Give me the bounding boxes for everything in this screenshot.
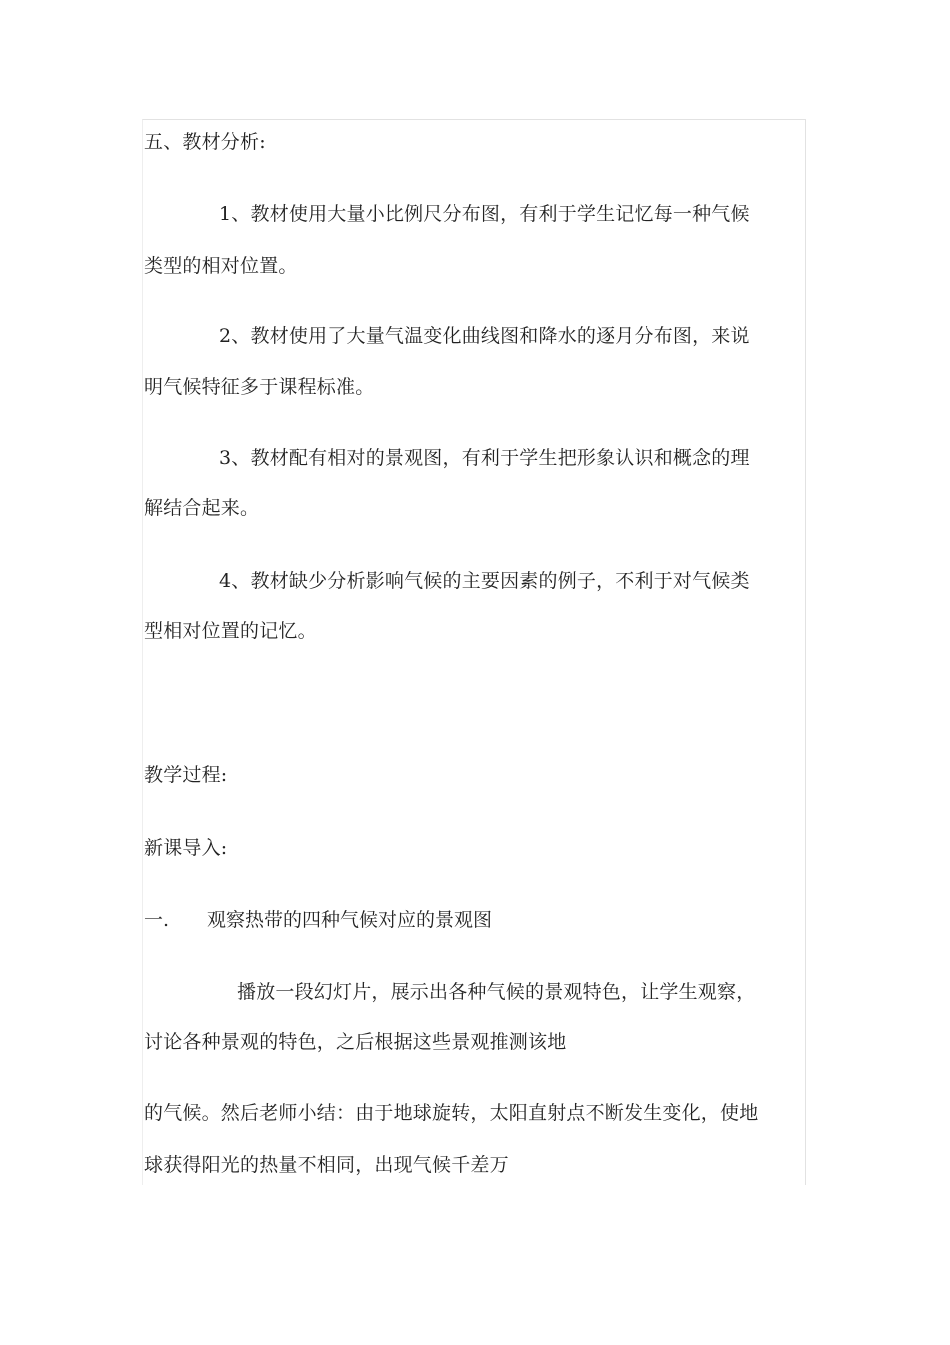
paragraph-2-line-2: 明气候特征多于课程标准。 <box>144 376 375 398</box>
process-heading: 教学过程: <box>144 764 228 786</box>
section-heading: 五、教材分析: <box>144 131 266 153</box>
body-line-3: 的气候。然后老师小结：由于地球旋转，太阳直射点不断发生变化，使地 <box>144 1102 759 1124</box>
body-line-2: 讨论各种景观的特色，之后根据这些景观推测该地 <box>144 1031 567 1053</box>
list-item-text: 观察热带的四种气候对应的景观图 <box>207 909 493 931</box>
intro-heading: 新课导入: <box>144 837 228 859</box>
page-frame <box>142 119 806 1185</box>
body-line-1: 播放一段幻灯片，展示出各种气候的景观特色，让学生观察， <box>237 981 756 1003</box>
paragraph-1-line-1: 1、教材使用大量小比例尺分布图，有利于学生记忆每一种气候 <box>219 203 750 225</box>
paragraph-3-line-2: 解结合起来。 <box>144 497 260 519</box>
paragraph-1-line-2: 类型的相对位置。 <box>144 255 298 277</box>
paragraph-3-line-1: 3、教材配有相对的景观图，有利于学生把形象认识和概念的理 <box>219 447 750 469</box>
body-line-4: 球获得阳光的热量不相同，出现气候千差万 <box>144 1154 509 1176</box>
paragraph-4-line-1: 4、教材缺少分析影响气候的主要因素的例子，不利于对气候类 <box>219 570 750 592</box>
paragraph-2-line-1: 2、教材使用了大量气温变化曲线图和降水的逐月分布图，来说 <box>219 325 750 347</box>
paragraph-4-line-2: 型相对位置的记忆。 <box>144 620 317 642</box>
list-item-number: 一. <box>144 909 170 931</box>
